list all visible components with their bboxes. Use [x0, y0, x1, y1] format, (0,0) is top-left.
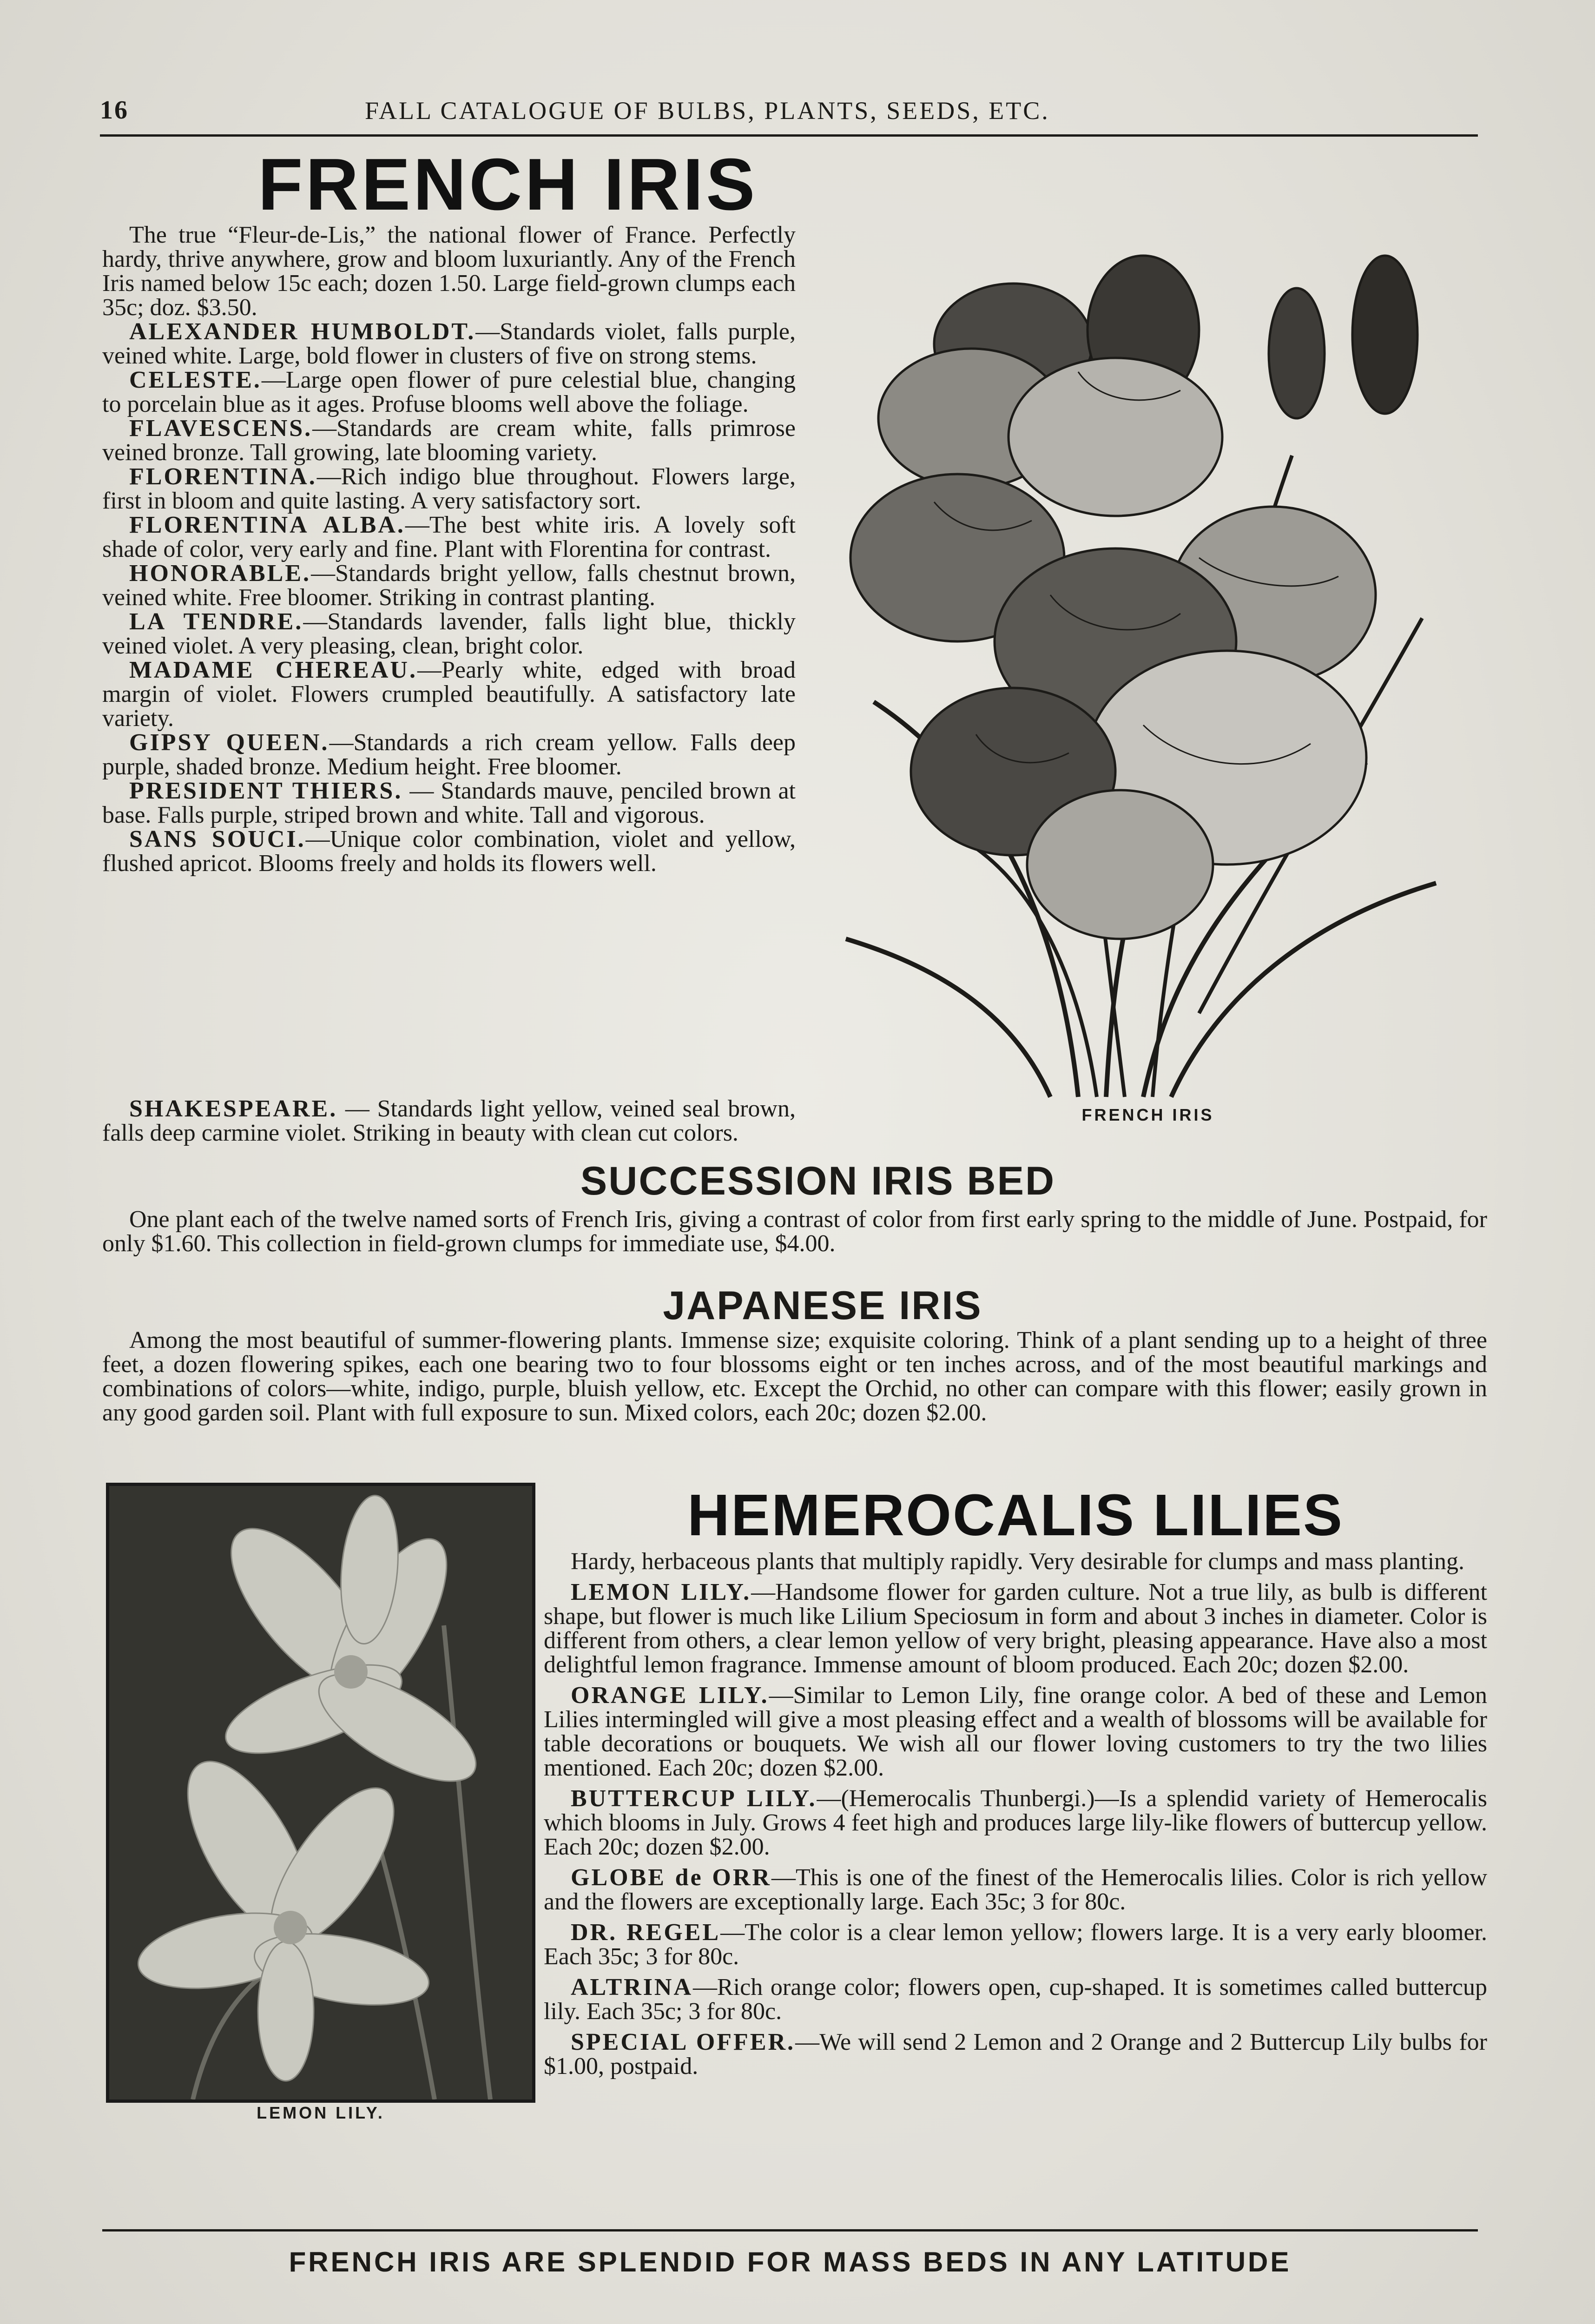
variety-name: ORANGE LILY. [571, 1682, 769, 1709]
variety-entry [102, 827, 796, 876]
variety-name: LEMON LILY. [571, 1579, 751, 1605]
french-iris-intro: The true “Fleur-de-Lis,” the national flower of France. Perfectly hardy, thrive anywhere, grow and bloom luxuriantly. Any of the French Iris named below 15c each; dozen 1.50. Large field-grown clumps each 35c; doz. $3.50. [102, 222, 796, 321]
variety-name: SPECIAL OFFER. [571, 2029, 796, 2055]
variety-name: SHAKESPEARE. [129, 1096, 338, 1122]
variety-entry [102, 731, 796, 779]
variety-name: SANS SOUCI. [129, 826, 306, 852]
lemon-lily-caption: LEMON LILY. [257, 2103, 385, 2122]
footer-slogan: FRENCH IRIS ARE SPLENDID FOR MASS BEDS IN ANY LATITUDE [289, 2246, 1292, 2278]
variety-name: ALEXANDER HUMBOLDT. [129, 318, 476, 345]
variety-name: DR. REGEL [571, 1919, 721, 1946]
variety-name: GLOBE de ORR [571, 1864, 771, 1891]
catalogue-title: FALL CATALOGUE OF BULBS, PLANTS, SEEDS, ETC. [365, 97, 1050, 125]
header-rule [100, 134, 1478, 137]
variety-desc: —We will send 2 Lemon and 2 Orange and 2 Buttercup Lily bulbs for $1.00, postpaid. [544, 2029, 1488, 2080]
french-iris-text [102, 223, 796, 876]
variety-name: FLORENTINA. [129, 463, 317, 490]
variety-entry [544, 1580, 1487, 1677]
variety-entry [102, 513, 796, 561]
hemerocalis-title: HEMEROCALIS LILIES [687, 1482, 1344, 1548]
iris-variety-list [102, 320, 796, 876]
variety-desc: —Standards are cream white, falls primrose veined bronze. Tall growing, late blooming variety. [102, 415, 796, 466]
variety-desc: —Pearly white, edged with broad margin of violet. Flowers crumpled beautifully. A satisfactory late variety. [102, 657, 796, 732]
variety-desc: —(Hemerocalis Thunbergi.)—Is a splendid variety of Hemerocalis which blooms in July. Grows 4 feet high and produces large lily-like flowers of buttercup yellow. Each 20c; dozen $2.00. [544, 1785, 1487, 1860]
variety-desc: —This is one of the finest of the Hemerocalis lilies. Color is rich yellow and the flowers are exceptionally large. Each 35c; 3 for 80c. [544, 1864, 1488, 1915]
variety-desc: —Standards lavender, falls light blue, thickly veined violet. A very pleasing, clean, bright color. [102, 608, 796, 659]
iris-drawing [818, 177, 1478, 1102]
variety-name: FLORENTINA ALBA. [129, 512, 405, 538]
variety-name: HONORABLE. [129, 560, 311, 587]
variety-name: GIPSY QUEEN. [129, 729, 330, 756]
variety-entry [102, 416, 796, 465]
japanese-iris-paragraph: Among the most beautiful of summer-flowering plants. Immense size; exquisite coloring. Think of a plant sending up to a height of three feet, a dozen flowering spikes, each one bearing two to four blossoms eight or ten inches across, and of the most beautiful markings and combinations of colors—white, indigo, purple, bluish yellow, etc. Except the Orchid, no other can compare with this flower; easily grown in any good garden soil. Plant with full exposure to sun. Mixed colors, each 20c; dozen $2.00. [102, 1327, 1487, 1426]
variety-name: MADAME CHEREAU. [129, 657, 417, 683]
running-header [100, 95, 1476, 128]
variety-entry [544, 1684, 1487, 1780]
variety-entry [544, 1787, 1487, 1859]
succession-title: SUCCESSION IRIS BED [580, 1159, 1056, 1203]
japanese-iris-text [102, 1328, 1487, 1425]
variety-entry [102, 779, 796, 827]
variety-entry [544, 2030, 1487, 2079]
variety-name: ALTRINA [571, 1974, 693, 2000]
variety-desc: —The color is a clear lemon yellow; flowers large. It is a very early bloomer. Each 35c; 3 for 80c. [544, 1919, 1487, 1970]
variety-entry [102, 658, 796, 731]
succession-text [102, 1208, 1487, 1256]
variety-desc: — Standards light yellow, veined seal brown, falls deep carmine violet. Striking in beauty with clean cut colors. [102, 1096, 796, 1146]
variety-name: LA TENDRE. [129, 608, 303, 635]
variety-desc: —Standards violet, falls purple, veined white. Large, bold flower in clusters of five on strong stems. [102, 318, 796, 369]
variety-name: CELESTE. [129, 367, 262, 393]
variety-desc: —Rich orange color; flowers open, cup-shaped. It is sometimes called buttercup lily. Each 35c; 3 for 80c. [544, 1974, 1487, 2025]
variety-entry [102, 610, 796, 658]
variety-entry [544, 1921, 1487, 1969]
variety-entry [544, 1975, 1487, 2024]
variety-entry [102, 320, 796, 368]
french-iris-illustration [818, 177, 1478, 1102]
variety-entry [102, 465, 796, 513]
japanese-iris-title: JAPANESE IRIS [663, 1283, 982, 1328]
page-number: 16 [100, 96, 129, 125]
variety-desc: —Handsome flower for garden culture. Not a true lily, as bulb is different shape, but flower is much like Lilium Speciosum in form and about 3 inches in diameter. Color is different from others, a clear lemon yellow of very bright, pleasing appearance. Have also a most delightful lemon fragrance. Immense amount of bloom produced. Each 20c; dozen $2.00. [544, 1579, 1487, 1678]
variety-desc: —Similar to Lemon Lily, fine orange color. A bed of these and Lemon Lilies intermingled will give a most pleasing effect and a wealth of blossoms will be available for table decorations or bouquets. We wish all our flower loving customers to try the two lilies mentioned. Each 20c; dozen $2.00. [544, 1682, 1487, 1781]
hemerocalis-text [544, 1550, 1487, 2079]
lemon-lily-photo [106, 1483, 535, 2103]
variety-entry [544, 1866, 1487, 1914]
hemerocalis-intro: Hardy, herbaceous plants that multiply rapidly. Very desirable for clumps and mass planting. [571, 1548, 1465, 1575]
variety-desc: —Unique color combination, violet and yellow, flushed apricot. Blooms freely and holds its flowers well. [102, 826, 796, 877]
variety-name: PRESIDENT THIERS. [129, 778, 403, 804]
lily-image [109, 1486, 532, 2100]
variety-desc: —Standards bright yellow, falls chestnut brown, veined white. Free bloomer. Striking in contrast planting. [102, 560, 796, 611]
variety-desc: —Large open flower of pure celestial blue, changing to porcelain blue as it ages. Profuse blooms well above the foliage. [102, 367, 796, 417]
variety-desc: —Rich indigo blue throughout. Flowers large, first in bloom and quite lasting. A very satisfactory sort. [102, 463, 796, 514]
variety-name: BUTTERCUP LILY. [571, 1785, 817, 1812]
variety-desc: —The best white iris. A lovely soft shade of color, very early and fine. Plant with Florentina for contrast. [102, 512, 796, 562]
lily-variety-list [544, 1580, 1487, 2079]
variety-entry [102, 368, 796, 416]
footer-rule [102, 2229, 1478, 2232]
french-iris-title: FRENCH IRIS [258, 144, 758, 225]
variety-entry [102, 561, 796, 610]
variety-desc: — Standards mauve, penciled brown at base. Falls purple, striped brown and white. Tall and vigorous. [102, 778, 796, 828]
french-iris-caption: FRENCH IRIS [1081, 1105, 1214, 1124]
variety-desc: —Standards a rich cream yellow. Falls deep purple, shaded bronze. Medium height. Free bloomer. [102, 729, 796, 780]
variety-name: FLAVESCENS. [129, 415, 313, 442]
succession-paragraph: One plant each of the twelve named sorts of French Iris, giving a contrast of color from first early spring to the middle of June. Postpaid, for only $1.60. This collection in field-grown clumps for immediate use, $4.00. [102, 1206, 1487, 1257]
